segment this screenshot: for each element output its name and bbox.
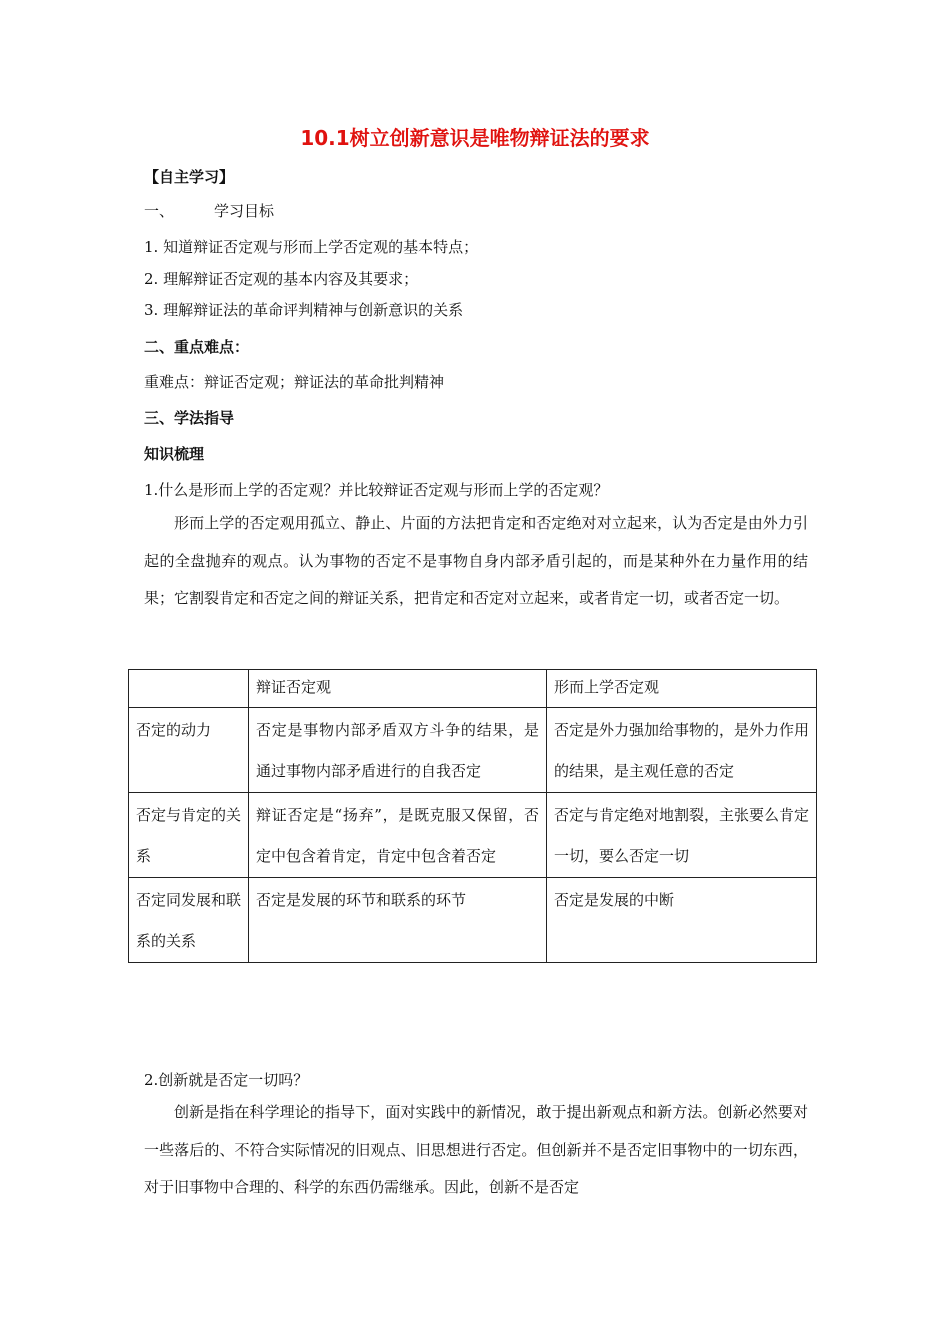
table-cell: 否定是事物内部矛盾双方斗争的结果，是通过事物内部矛盾进行的自我否定 — [249, 708, 547, 793]
table-cell: 否定是外力强加给事物的，是外力作用的结果，是主观任意的否定 — [547, 708, 817, 793]
table-cell: 否定是发展的中断 — [547, 878, 817, 963]
table-cell: 否定同发展和联系的关系 — [129, 878, 249, 963]
method-heading: 三、学法指导 — [144, 409, 235, 427]
section-number: 一、 — [144, 202, 175, 220]
table-row — [129, 793, 817, 878]
knowledge-heading: 知识梳理 — [144, 445, 205, 463]
table-row — [129, 878, 817, 963]
comparison-table — [128, 669, 817, 963]
goal-item: 2. 理解辩证否定观的基本内容及其要求； — [144, 270, 419, 288]
table-row — [129, 708, 817, 793]
answer-1-paragraph: 形而上学的否定观用孤立、静止、片面的方法把肯定和否定绝对对立起来，认为否定是由外力引起的全盘抛弃的观点。认为事物的否定不是事物自身内部矛盾引起的，而是某种外在力量作用的结果；它割裂肯定和否定之间的辩证关系，把肯定和否定对立起来，或者肯定一切，或者否定一切。 — [144, 514, 808, 607]
table-cell: 否定与肯定的关系 — [129, 793, 249, 878]
table-header-cell — [129, 670, 249, 708]
table-cell: 否定与肯定绝对地割裂，主张要么肯定一切，要么否定一切 — [547, 793, 817, 878]
key-points-heading: 二、重点难点： — [144, 338, 250, 356]
table-header-cell: 形而上学否定观 — [547, 670, 817, 708]
section-goals-heading — [144, 200, 274, 221]
table-cell: 否定的动力 — [129, 708, 249, 793]
table-cell: 否定是发展的环节和联系的环节 — [249, 878, 547, 963]
answer-2-paragraph: 创新是指在科学理论的指导下，面对实践中的新情况，敢于提出新观点和新方法。创新必然要对一些落后的、不符合实际情况的旧观点、旧思想进行否定。但创新并不是否定旧事物中的一切东西，对于旧事物中合理的、科学的东西仍需继承。因此，创新不是否定 — [144, 1103, 808, 1196]
goal-item: 3. 理解辩证法的革命评判精神与创新意识的关系 — [144, 301, 464, 319]
key-points-text: 重难点：辩证否定观；辩证法的革命批判精神 — [144, 373, 445, 391]
table-header-cell: 辩证否定观 — [249, 670, 547, 708]
page-title: 10.1树立创新意识是唯物辩证法的要求 — [300, 126, 650, 150]
self-study-heading: 【自主学习】 — [144, 168, 235, 186]
goal-item: 1. 知道辩证否定观与形而上学否定观的基本特点； — [144, 238, 479, 256]
question-2: 2.创新就是否定一切吗？ — [144, 1071, 309, 1089]
section-label: 学习目标 — [214, 202, 275, 220]
table-header-row — [129, 670, 817, 708]
question-1: 1.什么是形而上学的否定观？并比较辩证否定观与形而上学的否定观？ — [144, 481, 609, 499]
table-cell: 辩证否定是“扬弃”，是既克服又保留，否定中包含着肯定，肯定中包含着否定 — [249, 793, 547, 878]
